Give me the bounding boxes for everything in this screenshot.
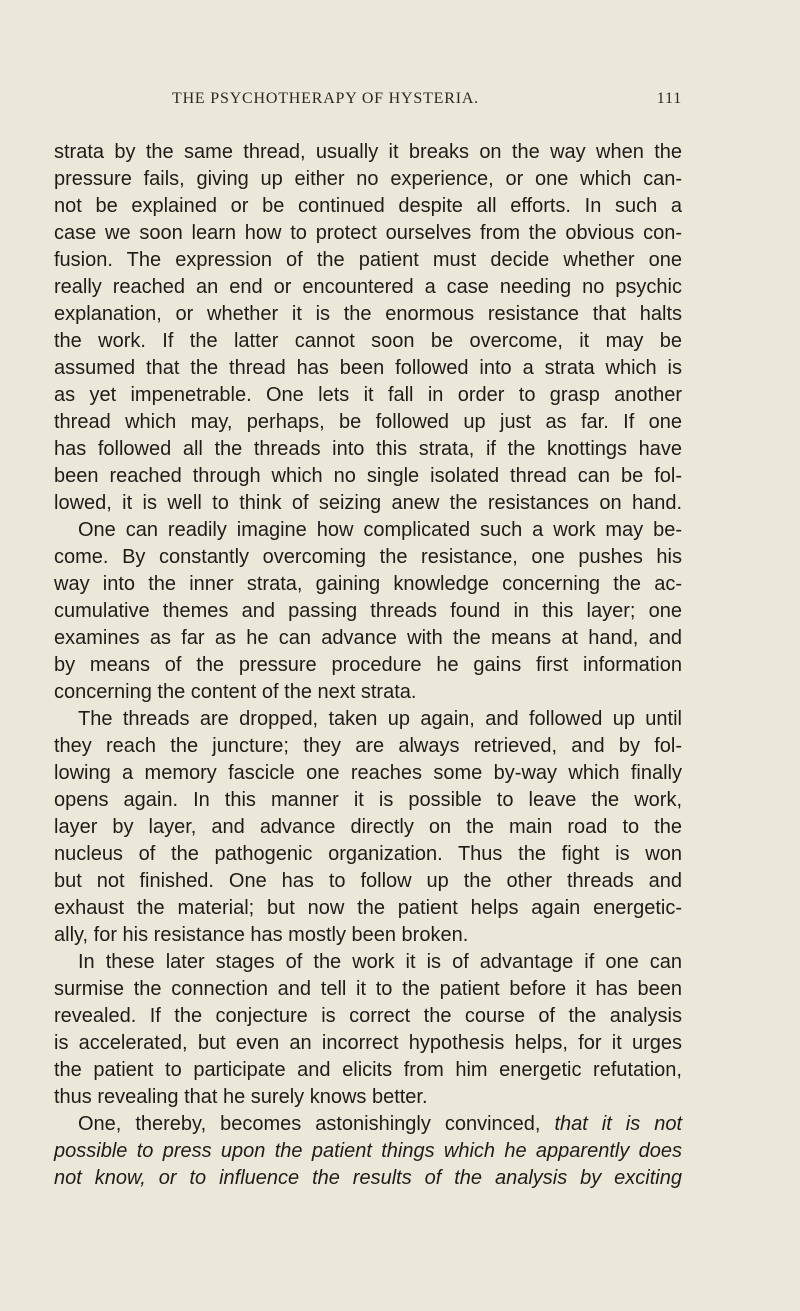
text-line: fusion. The expression of the patient must decide whether one	[54, 249, 682, 271]
paragraph-end-line: thus revealing that he surely knows better.	[54, 1086, 428, 1108]
italic-text-line: not know, or to influence the results of the analysis by exciting	[54, 1167, 682, 1189]
text-line: lowing a memory fascicle one reaches some by-way which finally	[54, 762, 682, 784]
text-line: assumed that the thread has been followed into a strata which is	[54, 357, 682, 379]
text-line: thread which may, perhaps, be followed up just as far. If one	[54, 411, 682, 433]
text-line: case we soon learn how to protect ourselves from the obvious con-	[54, 222, 682, 244]
text-line: pressure fails, giving up either no experience, or one which can-	[54, 168, 682, 190]
italic-text-line: possible to press upon the patient things which he apparently does	[54, 1140, 682, 1162]
text-line: by means of the pressure procedure he gains first information	[54, 654, 682, 676]
text-line: exhaust the material; but now the patient helps again energetic-	[54, 897, 682, 919]
text-line: revealed. If the conjecture is correct the course of the analysis	[54, 1005, 682, 1027]
text-line: been reached through which no single isolated thread can be fol-	[54, 465, 682, 487]
text-line: come. By constantly overcoming the resistance, one pushes his	[54, 546, 682, 568]
text-line: explanation, or whether it is the enormous resistance that halts	[54, 303, 682, 325]
paragraph-end-line: concerning the content of the next strata.	[54, 681, 417, 703]
text-line: the patient to participate and elicits from him energetic refutation,	[54, 1059, 682, 1081]
text-line: cumulative themes and passing threads found in this layer; one	[54, 600, 682, 622]
text-line: way into the inner strata, gaining knowledge concerning the ac-	[54, 573, 682, 595]
text-line: as yet impenetrable. One lets it fall in order to grasp another	[54, 384, 682, 406]
text-line: they reach the juncture; they are always retrieved, and by fol-	[54, 735, 682, 757]
paragraph-start-line: One can readily imagine how complicated such a work may be-	[78, 519, 682, 541]
text-line: examines as far as he can advance with the means at hand, and	[54, 627, 682, 649]
text-line: not be explained or be continued despite all efforts. In such a	[54, 195, 682, 217]
paragraph-start-line: In these later stages of the work it is of advantage if one can	[78, 951, 682, 973]
text-line: the work. If the latter cannot soon be overcome, it may be	[54, 330, 682, 352]
text-line: but not finished. One has to follow up the other threads and	[54, 870, 682, 892]
text-line: surmise the connection and tell it to the patient before it has been	[54, 978, 682, 1000]
body-text	[54, 139, 682, 1192]
text-line: nucleus of the pathogenic organization. Thus the fight is won	[54, 843, 682, 865]
text-line: has followed all the threads into this strata, if the knottings have	[54, 438, 682, 460]
text-line: opens again. In this manner it is possible to leave the work,	[54, 789, 682, 811]
paragraph-end-line: ally, for his resistance has mostly been broken.	[54, 924, 469, 946]
paragraph-start-line: The threads are dropped, taken up again, and followed up until	[78, 708, 682, 730]
plain-text-span: One, thereby, becomes astonishingly convinced,	[78, 1113, 541, 1135]
text-line: lowed, it is well to think of seizing anew the resistances on hand.	[54, 492, 682, 514]
text-line: is accelerated, but even an incorrect hypothesis helps, for it urges	[54, 1032, 682, 1054]
italic-text-span: that it is not	[554, 1113, 682, 1135]
page-number: 111	[656, 90, 682, 107]
text-line: strata by the same thread, usually it breaks on the way when the	[54, 141, 682, 163]
text-line: layer by layer, and advance directly on the main road to the	[54, 816, 682, 838]
text-line: really reached an end or encountered a case needing no psychic	[54, 276, 682, 298]
running-title: THE PSYCHOTHERAPY OF HYSTERIA.	[172, 90, 479, 107]
paragraph-start-line	[54, 1111, 682, 1138]
